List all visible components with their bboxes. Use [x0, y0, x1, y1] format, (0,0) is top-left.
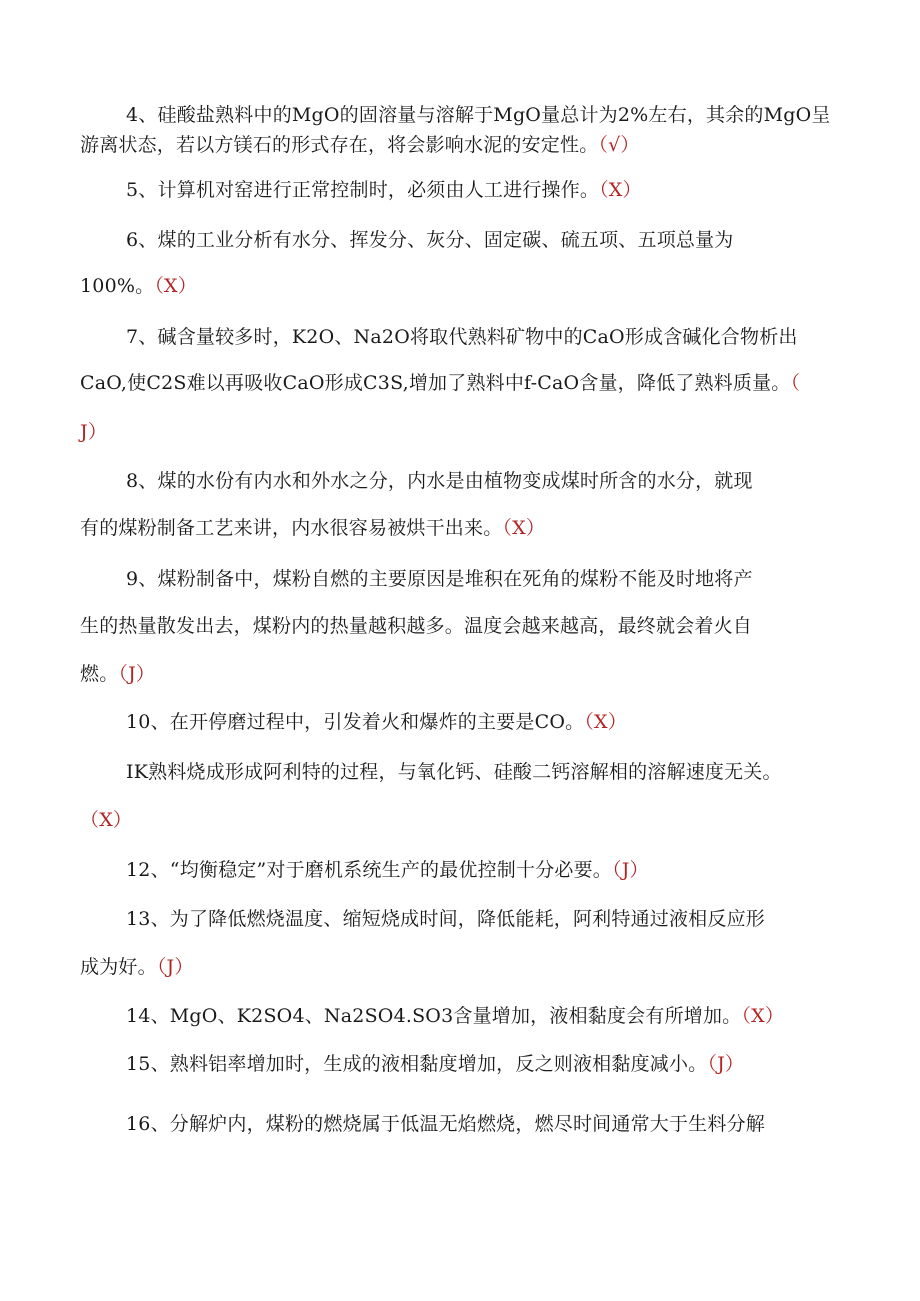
answer-mark: （X） [80, 809, 133, 831]
answer-mark: （J） [156, 956, 194, 978]
item-5-line-1: 5、计算机对窑进行正常控制时，必须由人工进行操作。（X） [126, 179, 642, 201]
item-16-line-1: 16、分解炉内，煤粉的燃烧属于低温无焰燃烧，燃尽时间通常大于生料分解 [126, 1113, 765, 1135]
item-11-line-2 [80, 808, 845, 832]
answer-mark: （X） [502, 517, 546, 539]
answer-mark: （J） [612, 859, 649, 881]
item-8-line-1: 8、煤的水份有内水和外水之分，内水是由植物变成煤时所含的水分，就现 [126, 470, 753, 492]
answer-mark: （J） [707, 1053, 745, 1075]
item-8-line-2: 有的煤粉制备工艺来讲，内水很容易被烘干出来。（X） [80, 517, 546, 539]
item-11-line-1: IK熟料烧成形成阿利特的过程，与氧化钙、硅酸二钙溶解相的溶解速度无关。 [126, 761, 782, 783]
item-13-line-1: 13、为了降低燃烧温度、缩短烧成时间，降低能耗，阿利特通过液相反应形 [126, 908, 765, 930]
item-7-line-2: CaO,使C2S难以再吸收CaO形成C3S,增加了熟料中f-CaO含量，降低了熟料质量。（ [80, 372, 801, 394]
item-9-line-3: 燃。（J） [80, 663, 156, 685]
item-6-line-2: 100%。（X） [80, 275, 197, 297]
answer-mark: （J） [118, 663, 156, 685]
answer-mark-open: （ [790, 372, 801, 394]
item-14-line-1: 14、MgO、K2SO4、Na2SO4.SO3含量增加，液相黏度会有所增加。（X） [126, 1005, 785, 1027]
answer-mark: （X） [741, 1005, 785, 1027]
item-9-line-2: 生的热量散发出去，煤粉内的热量越积越多。温度会越来越高，最终就会着火自 [80, 615, 753, 637]
answer-mark-close: J） [80, 421, 108, 443]
answer-mark: （√） [598, 134, 640, 156]
item-4-line-2: 游离状态，若以方镁石的形式存在，将会影响水泥的安定性。（√） [80, 134, 640, 156]
answer-mark: （X） [599, 179, 642, 201]
item-6-line-1: 6、煤的工业分析有水分、挥发分、灰分、固定碳、硫五项、五项总量为 [126, 229, 734, 251]
item-13-line-2: 成为好。（J） [80, 956, 194, 978]
item-7-line-1: 7、碱含量较多时，K2O、Na2O将取代熟料矿物中的CaO形成含碱化合物析出 [126, 326, 798, 348]
item-10-line-1: 10、在开停磨过程中，引发着火和爆炸的主要是CO。（X） [126, 711, 627, 733]
item-7-line-3 [80, 420, 845, 444]
item-9-line-1: 9、煤粉制备中，煤粉自燃的主要原因是堆积在死角的煤粉不能及时地将产 [126, 568, 753, 590]
item-12-line-1: 12、“均衡稳定”对于磨机系统生产的最优控制十分必要。（J） [126, 859, 649, 881]
item-4-line-1: 4、硅酸盐熟料中的MgO的固溶量与溶解于MgO量总计为2%左右，其余的MgO呈 [126, 104, 831, 126]
answer-mark: （X） [584, 711, 627, 733]
answer-mark: （X） [154, 275, 197, 297]
item-15-line-1: 15、熟料铝率增加时，生成的液相黏度增加，反之则液相黏度减小。（J） [126, 1053, 745, 1075]
